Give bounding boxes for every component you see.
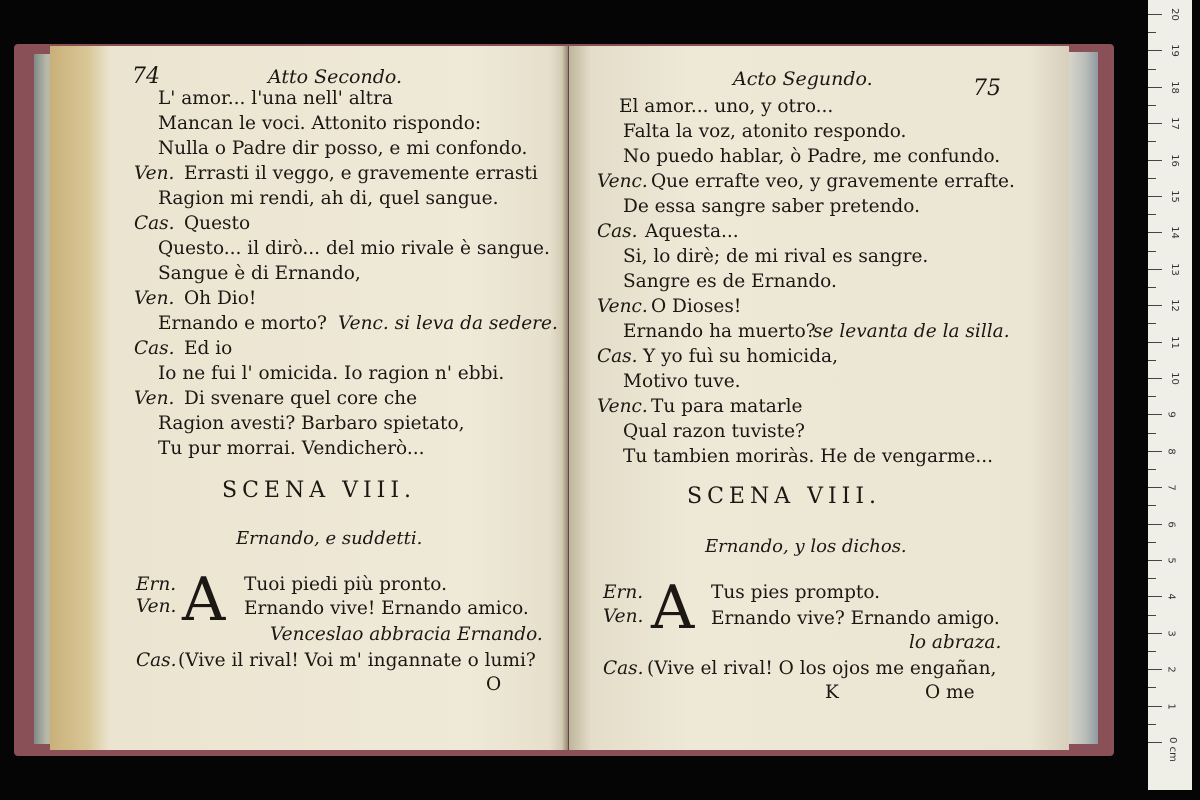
left-cast-line: Ernando, e suddetti.: [236, 528, 423, 549]
ruler-tick: [1148, 669, 1162, 670]
right-line: Qual razon tuviste?: [623, 421, 805, 442]
left-line: Ragion avesti? Barbaro spietato,: [158, 413, 465, 434]
left-line: Tuoi piedi più pronto.: [244, 574, 447, 595]
right-speaker: Cas.: [603, 658, 644, 679]
ruler-number: 9: [1165, 411, 1177, 419]
right-signature-mark: K: [825, 682, 839, 703]
left-speaker: Ven.: [134, 288, 175, 309]
right-speaker: Venc.: [597, 296, 648, 317]
right-line: Tu tambien moriràs. He de vengarme...: [623, 446, 994, 467]
ruler-tick: [1148, 633, 1162, 634]
right-line: Tus pies prompto.: [711, 582, 881, 603]
ruler-number: 7: [1165, 484, 1177, 491]
right-line: Aquesta...: [645, 221, 739, 242]
left-speaker: Cas.: [136, 650, 177, 671]
right-stage-direction: se levanta de la silla.: [813, 321, 1010, 342]
ruler-tick: [1148, 251, 1156, 252]
ruler-number: 1: [1165, 702, 1177, 710]
right-line: Ernando ha muerto?: [623, 321, 816, 342]
right-scene-title: SCENA VIII.: [687, 484, 882, 509]
left-line: Io ne fui l' omicida. Io ragion n' ebbi.: [158, 363, 505, 384]
ruler-tick: [1148, 32, 1156, 33]
ruler-tick: [1148, 323, 1156, 324]
ruler-number: 16: [1168, 153, 1180, 167]
right-catchword: O me: [925, 682, 975, 703]
right-line: Que errafte veo, y gravemente errafte.: [651, 171, 1015, 192]
ruler-tick: [1148, 724, 1156, 725]
ruler-tick: [1148, 287, 1156, 288]
right-line: De essa sangre saber pretendo.: [623, 196, 920, 217]
ruler-number: 11: [1168, 335, 1180, 349]
ruler-tick: [1148, 524, 1162, 525]
ruler-tick: [1148, 196, 1162, 197]
ruler-number: 2: [1165, 666, 1177, 673]
left-line: Ernando vive! Ernando amico.: [244, 598, 529, 619]
ruler-number: 12: [1168, 299, 1180, 313]
ruler-number: 14: [1168, 226, 1180, 240]
ruler-tick: [1148, 433, 1156, 434]
ruler-number: 20: [1168, 8, 1180, 21]
left-line: Questo... il dirò... del mio rivale è sangue.: [158, 238, 550, 259]
right-line: Tu para matarle: [651, 396, 803, 417]
right-line: Y yo fuì su homicida,: [643, 346, 838, 367]
ruler-number: 15: [1168, 190, 1180, 203]
left-line: Sangue è di Ernando,: [158, 263, 361, 284]
right-speaker: Venc.: [597, 171, 648, 192]
ruler-tick: [1148, 50, 1162, 51]
right-drop-cap: A: [651, 573, 695, 643]
ruler-tick: [1148, 305, 1162, 306]
ruler-tick: [1148, 687, 1156, 688]
right-line: Sangre es de Ernando.: [623, 271, 837, 292]
ruler-number: 5: [1165, 557, 1177, 564]
left-speaker: Ern.: [136, 574, 177, 595]
right-speaker: Ven.: [603, 606, 644, 627]
ruler-tick: [1148, 615, 1156, 616]
ruler-tick: [1148, 414, 1162, 415]
right-cast-line: Ernando, y los dichos.: [705, 536, 907, 557]
ruler-tick: [1148, 487, 1162, 488]
right-line: Motivo tuve.: [623, 371, 741, 392]
ruler-tick: [1148, 505, 1156, 506]
ruler-number: 17: [1168, 117, 1180, 131]
ruler-tick: [1148, 141, 1156, 142]
left-scene-title: SCENA VIII.: [222, 478, 417, 503]
left-page: [50, 46, 568, 750]
ruler-tick: [1148, 214, 1156, 215]
left-drop-cap: A: [182, 565, 226, 635]
right-line: Ernando vive? Ernando amigo.: [711, 608, 1000, 629]
ruler-tick: [1148, 596, 1162, 597]
right-speaker: Venc.: [597, 396, 648, 417]
right-line: No puedo hablar, ò Padre, me confundo.: [623, 146, 1001, 167]
ruler-tick: [1148, 269, 1162, 270]
left-line: Ragion mi rendi, ah di, quel sangue.: [158, 188, 499, 209]
left-line: Nulla o Padre dir posso, e mi confondo.: [158, 138, 528, 159]
ruler-tick: [1148, 178, 1156, 179]
left-speaker: Ven.: [134, 163, 175, 184]
ruler-number: 13: [1168, 262, 1180, 276]
right-page-edges: [1068, 52, 1098, 744]
left-line: Tu pur morrai. Vendicherò...: [158, 438, 425, 459]
left-line: Di svenare quel core che: [184, 388, 418, 409]
left-stage-direction: Venc. si leva da sedere.: [338, 313, 558, 334]
left-line: Errasti il veggo, e gravemente errasti: [184, 163, 538, 184]
right-line: El amor... uno, y otro...: [619, 96, 834, 117]
ruler-tick: [1148, 232, 1162, 233]
left-line: Ed io: [184, 338, 233, 359]
ruler-tick: [1148, 742, 1162, 743]
right-line: O Dioses!: [651, 296, 742, 317]
ruler-number: 8: [1165, 448, 1177, 455]
ruler-tick: [1148, 560, 1162, 561]
ruler-tick: [1148, 69, 1156, 70]
left-line: Ernando e morto?: [158, 313, 327, 334]
left-line: (Vive il rival! Voi m' ingannate o lumi?: [178, 650, 536, 671]
ruler-number: 19: [1168, 44, 1180, 58]
left-speaker: Ven.: [136, 596, 177, 617]
left-line: L' amor... l'una nell' altra: [158, 88, 393, 109]
ruler-tick: [1148, 378, 1162, 379]
ruler-tick: [1148, 105, 1156, 106]
left-line: Oh Dio!: [184, 288, 257, 309]
left-speaker: Cas.: [134, 338, 175, 359]
ruler-number: 6: [1165, 520, 1177, 528]
ruler-number: 10: [1168, 372, 1180, 385]
right-line: (Vive el rival! O los ojos me engañan,: [647, 658, 997, 679]
ruler-number: 4: [1165, 593, 1177, 601]
left-stage-direction: Venceslao abbracia Ernando.: [270, 624, 543, 645]
ruler-tick: [1148, 123, 1162, 124]
measurement-ruler: [1148, 0, 1192, 790]
ruler-tick: [1148, 14, 1162, 15]
ruler-tick: [1148, 451, 1162, 452]
right-line: Si, lo dirè; de mi rival es sangre.: [623, 246, 929, 267]
ruler-tick: [1148, 651, 1156, 652]
left-speaker: Ven.: [134, 388, 175, 409]
left-catchword: O: [486, 674, 502, 695]
left-running-head: Atto Secondo.: [268, 66, 403, 88]
ruler-unit-label: 0 cm: [1166, 737, 1178, 762]
right-page: [569, 46, 1069, 750]
ruler-tick: [1148, 87, 1162, 88]
ruler-tick: [1148, 469, 1156, 470]
left-line: Questo: [184, 213, 251, 234]
right-running-head: Acto Segundo.: [733, 68, 873, 90]
ruler-tick: [1148, 342, 1162, 343]
ruler-tick: [1148, 706, 1162, 707]
right-line: Falta la voz, atonito respondo.: [623, 121, 907, 142]
right-stage-direction: lo abraza.: [909, 632, 1002, 653]
ruler-number: 3: [1165, 630, 1177, 637]
right-speaker: Cas.: [597, 221, 638, 242]
right-speaker: Ern.: [603, 582, 644, 603]
ruler-tick: [1148, 396, 1156, 397]
right-page-number: 75: [973, 76, 1001, 101]
ruler-tick: [1148, 360, 1156, 361]
ruler-number: 18: [1168, 80, 1180, 94]
left-line: Mancan le voci. Attonito rispondo:: [158, 113, 482, 134]
left-page-number: 74: [132, 64, 160, 89]
ruler-tick: [1148, 578, 1156, 579]
ruler-tick: [1148, 542, 1156, 543]
left-speaker: Cas.: [134, 213, 175, 234]
ruler-tick: [1148, 160, 1162, 161]
right-speaker: Cas.: [597, 346, 638, 367]
